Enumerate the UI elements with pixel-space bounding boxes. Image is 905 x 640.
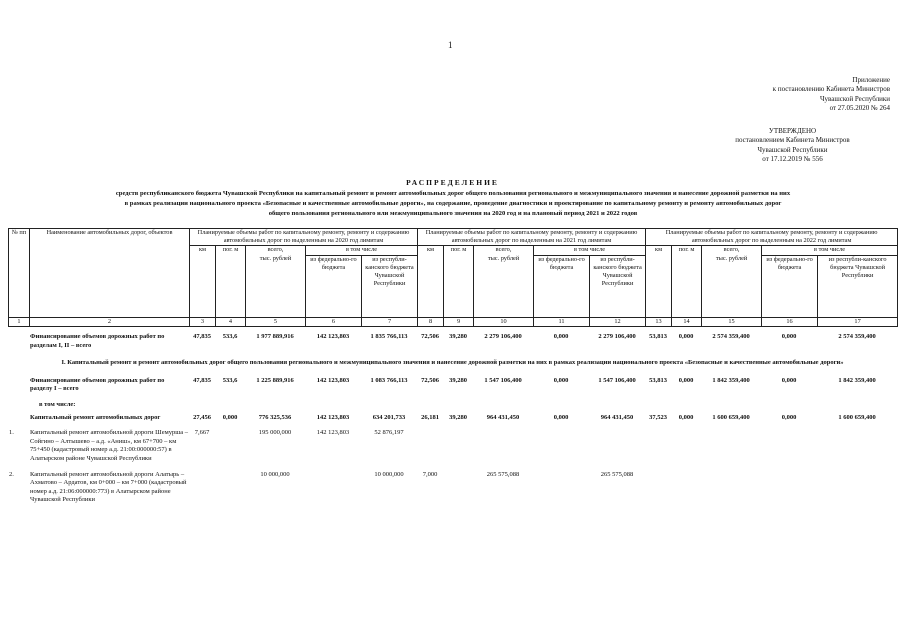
cell-value: 1 600 659,400 <box>838 413 876 421</box>
row-number <box>8 401 29 410</box>
header-total-unit: тыс. рублей <box>259 254 292 262</box>
cell-value <box>817 401 897 410</box>
cell-value <box>589 429 645 463</box>
table-row <box>8 429 897 463</box>
row-name: Капитальный ремонт автомобильной дороги Алатырь – Ахматово – Ардатов, км 0+000 – км 7+000 (кадастровый номер а.д. 21:06:000000:773) в Алатырском районе Чувашской Республики <box>30 470 187 504</box>
header-incl: в том числе <box>306 246 418 255</box>
cell-value: 533,6 <box>222 333 238 340</box>
table-row <box>8 333 897 350</box>
cell-value <box>215 471 245 505</box>
row-number <box>8 333 29 350</box>
cell-value: 0,000 <box>553 413 569 421</box>
header-pog-m: пог. м <box>216 246 246 317</box>
cell-value: 142 123,803 <box>316 429 350 437</box>
cell-value <box>189 471 215 505</box>
cell-value <box>671 429 701 463</box>
cell-value <box>589 401 645 410</box>
header-total-unit: тыс. рублей <box>487 254 520 262</box>
cell-value: 1 842 359,400 <box>838 376 876 384</box>
row-spacer <box>8 422 897 429</box>
cell-value: 1 977 889,916 <box>256 333 294 340</box>
cell-value: 37,523 <box>649 413 667 421</box>
cell-value: 2 279 106,400 <box>484 333 522 340</box>
row-name: Финансирование объемов дорожных работ по разделам I, II – всего <box>30 333 165 349</box>
cell-value <box>533 471 589 505</box>
cell-value <box>215 401 245 410</box>
header-plan-2020: Планируемые объемы работ по капитальному ремонту, ремонту и содержанию автомобильных дорог по выделенным на 2020 год лимитам <box>190 229 418 246</box>
header-republic: из республи-канского бюджета Чувашской Республики <box>362 255 418 317</box>
cell-value: 195 000,000 <box>258 429 292 437</box>
table-row <box>8 471 897 505</box>
cell-value: 1 842 359,400 <box>712 376 750 384</box>
table-body-wrap <box>8 333 893 512</box>
cell-value <box>305 471 361 505</box>
cell-value: 10 000,000 <box>374 470 404 478</box>
row-number: 1. <box>9 429 14 437</box>
column-number: 13 <box>646 317 672 326</box>
cell-value <box>817 471 897 505</box>
cell-value <box>671 471 701 505</box>
row-name: в том числе: <box>39 400 76 408</box>
row-spacer-cell <box>8 505 897 512</box>
header-total-word: всего, <box>267 246 284 254</box>
cell-value: 964 431,450 <box>486 413 520 421</box>
document-title: РАСПРЕДЕЛЕНИЕ <box>406 178 499 187</box>
header-federal: из федерально-го бюджета <box>762 255 818 317</box>
cell-value: 47,835 <box>193 333 211 340</box>
table-row <box>8 377 897 394</box>
cell-value: 7,000 <box>422 470 438 478</box>
header-plan-2022: Планируемые объемы работ по капитальному ремонту, ремонту и содержанию автомобильных дорог по выделенным на 2022 год лимитам <box>646 229 898 246</box>
cell-value: 2 574 359,400 <box>838 333 876 340</box>
column-number: 7 <box>362 317 418 326</box>
cell-value <box>305 401 361 410</box>
header-num: № пп <box>9 229 30 318</box>
header-total <box>474 246 534 317</box>
row-spacer <box>8 370 897 377</box>
cell-value: 72,506 <box>421 333 439 340</box>
cell-value: 142 123,803 <box>316 413 350 421</box>
header-km: км <box>190 246 216 317</box>
header-pog-m: пог. м <box>444 246 474 317</box>
cell-value <box>443 401 473 410</box>
column-number: 10 <box>474 317 534 326</box>
cell-value <box>361 401 417 410</box>
cell-value <box>701 471 761 505</box>
appendix-line: от 27.05.2020 № 264 <box>829 104 890 113</box>
subtitle-line: средств республиканского бюджета Чувашской Республики на капитальный ремонт и ремонт автомобильных дорог общего пользования регионального и межмуниципального значения и нанесение дорожной разметки на них <box>115 190 791 197</box>
cell-value <box>443 429 473 463</box>
row-name: Капитальный ремонт автомобильных дорог <box>30 413 161 421</box>
cell-value: 53,813 <box>649 376 667 384</box>
header-republic: из республи-канского бюджета Чувашской Республики <box>818 255 898 317</box>
header-plan-2021: Планируемые объемы работ по капитальному ремонту, ремонту и содержанию автомобильных дорог по выделенным на 2021 год лимитам <box>418 229 646 246</box>
header-km: км <box>646 246 672 317</box>
header-federal: из федерально-го бюджета <box>306 255 362 317</box>
table-row <box>8 401 897 410</box>
cell-value: 1 547 106,400 <box>484 376 522 384</box>
cell-value <box>761 471 817 505</box>
cell-value <box>473 401 533 410</box>
cell-value: 142 123,803 <box>316 333 350 340</box>
appendix-line: Чувашской Республики <box>819 94 890 103</box>
section-title: I. Капитальный ремонт и ремонт автомобильных дорог общего пользования регионального и межмуниципального значения и нанесение дорожной разметки на них в рамках реализации национального проекта «Безопасные и качественные автомобильные дороги» <box>61 359 844 367</box>
column-number: 1 <box>9 317 30 326</box>
header-total-unit: тыс. рублей <box>715 254 748 262</box>
cell-value <box>701 401 761 410</box>
column-number: 12 <box>590 317 646 326</box>
appendix-line: к постановлению Кабинета Министров <box>772 85 890 94</box>
row-number <box>8 414 29 423</box>
cell-value: 0,000 <box>553 376 569 384</box>
row-spacer-cell <box>8 422 897 429</box>
cell-value <box>189 401 215 410</box>
cell-value: 26,181 <box>421 413 439 421</box>
cell-value <box>645 401 671 410</box>
cell-value: 52 876,197 <box>374 429 404 437</box>
column-number: 9 <box>444 317 474 326</box>
cell-value: 0,000 <box>678 333 694 340</box>
approved-line: Чувашской Республики <box>757 145 828 154</box>
cell-value <box>215 429 245 463</box>
cell-value: 53,813 <box>649 333 667 340</box>
cell-value: 0,000 <box>781 413 797 421</box>
cell-value: 47,835 <box>193 376 211 384</box>
column-number: 8 <box>418 317 444 326</box>
cell-value <box>761 401 817 410</box>
header-total <box>246 246 306 317</box>
column-number: 11 <box>534 317 590 326</box>
cell-value <box>417 401 443 410</box>
column-number: 6 <box>306 317 362 326</box>
approved-line: постановлением Кабинета Министров <box>735 136 850 145</box>
row-spacer <box>8 505 897 512</box>
cell-value: 2 279 106,400 <box>598 333 636 340</box>
row-spacer-cell <box>8 464 897 471</box>
column-number: 17 <box>818 317 898 326</box>
cell-value: 27,456 <box>193 413 211 421</box>
cell-value: 39,280 <box>449 413 467 421</box>
header-incl: в том числе <box>762 246 898 255</box>
column-number: 4 <box>216 317 246 326</box>
cell-value <box>417 429 443 463</box>
cell-value: 1 083 766,113 <box>370 376 408 384</box>
approved-line: УТВЕРЖДЕНО <box>768 127 817 135</box>
header-total <box>702 246 762 317</box>
column-number: 5 <box>246 317 306 326</box>
row-spacer-cell <box>8 394 897 401</box>
cell-value: 1 225 889,916 <box>256 376 294 384</box>
cell-value: 10 000,000 <box>260 470 290 478</box>
column-number: 15 <box>702 317 762 326</box>
appendix-line: Приложение <box>852 76 890 84</box>
row-number <box>8 377 29 394</box>
header-total-word: всего, <box>495 246 512 254</box>
cell-value: 0,000 <box>678 376 694 384</box>
subtitle-line: в рамках реализации национального проекта «Безопасные и качественные автомобильные дороги», на содержание, проведение диагностики и проектирование по капитальному ремонту и ремонту автомобильных дорог <box>124 200 782 207</box>
cell-value: 7,667 <box>194 429 210 437</box>
cell-value: 39,280 <box>449 376 467 384</box>
column-number: 14 <box>672 317 702 326</box>
header-name: Наименование автомобильных дорог, объектов <box>30 229 190 318</box>
cell-value <box>473 429 533 463</box>
table-row <box>8 414 897 423</box>
cell-value <box>671 401 701 410</box>
column-number: 2 <box>30 317 190 326</box>
cell-value: 39,280 <box>449 333 467 340</box>
cell-value: 1 835 766,113 <box>370 333 408 340</box>
cell-value <box>443 471 473 505</box>
cell-value: 1 547 106,400 <box>598 376 636 384</box>
cell-value: 0,000 <box>781 376 797 384</box>
column-number: 3 <box>190 317 216 326</box>
approved-line: от 17.12.2019 № 556 <box>762 155 823 164</box>
header-km: км <box>418 246 444 317</box>
appendix-block <box>700 76 890 114</box>
row-name: Капитальный ремонт автомобильной дороги Шемурша – Сойгино – Алтышево – а.д. «Аниш», км 67+700 – км 75+450 (кадастровый номер а.д. 21:00:000000:57) в Алатырском районе Чувашской Республики <box>30 429 188 462</box>
cell-value: 1 600 659,400 <box>712 413 750 421</box>
cell-value: 142 123,803 <box>316 376 350 384</box>
cell-value <box>701 429 761 463</box>
cell-value <box>245 401 305 410</box>
section-row <box>8 357 897 370</box>
cell-value: 0,000 <box>678 413 694 421</box>
cell-value: 0,000 <box>222 413 238 421</box>
row-spacer-cell <box>8 370 897 377</box>
cell-value: 0,000 <box>781 333 797 340</box>
cell-value <box>645 429 671 463</box>
cell-value: 265 575,088 <box>600 470 634 478</box>
row-spacer-cell <box>8 350 897 357</box>
table-header <box>8 228 898 327</box>
row-number: 2. <box>9 470 14 478</box>
cell-value: 72,506 <box>421 376 439 384</box>
header-incl: в том числе <box>534 246 646 255</box>
cell-value: 634 201,733 <box>372 413 406 421</box>
page-number: 1 <box>448 40 453 50</box>
cell-value <box>533 401 589 410</box>
row-spacer <box>8 350 897 357</box>
cell-value: 2 574 359,400 <box>712 333 750 340</box>
row-name: Финансирование объемов дорожных работ по разделу I – всего <box>30 376 165 393</box>
cell-value: 964 431,450 <box>600 413 634 421</box>
row-spacer <box>8 464 897 471</box>
header-pog-m: пог. м <box>672 246 702 317</box>
header-federal: из федерально-го бюджета <box>534 255 590 317</box>
row-spacer <box>8 394 897 401</box>
document-subtitle <box>8 189 898 219</box>
cell-value <box>533 429 589 463</box>
cell-value: 265 575,088 <box>486 470 520 478</box>
cell-value <box>761 429 817 463</box>
approved-block <box>700 127 885 165</box>
cell-value: 0,000 <box>553 333 569 340</box>
header-total-word: всего, <box>723 246 740 254</box>
header-republic: из республи-канского бюджета Чувашской Республики <box>590 255 646 317</box>
column-number: 16 <box>762 317 818 326</box>
cell-value <box>645 471 671 505</box>
cell-value: 533,6 <box>222 376 238 384</box>
subtitle-line: общего пользования регионального или межмуниципального значения на 2020 год и на плановый период 2021 и 2022 годов <box>268 210 638 217</box>
cell-value <box>817 429 897 463</box>
table-body <box>8 333 897 512</box>
cell-value: 776 325,536 <box>258 413 292 421</box>
